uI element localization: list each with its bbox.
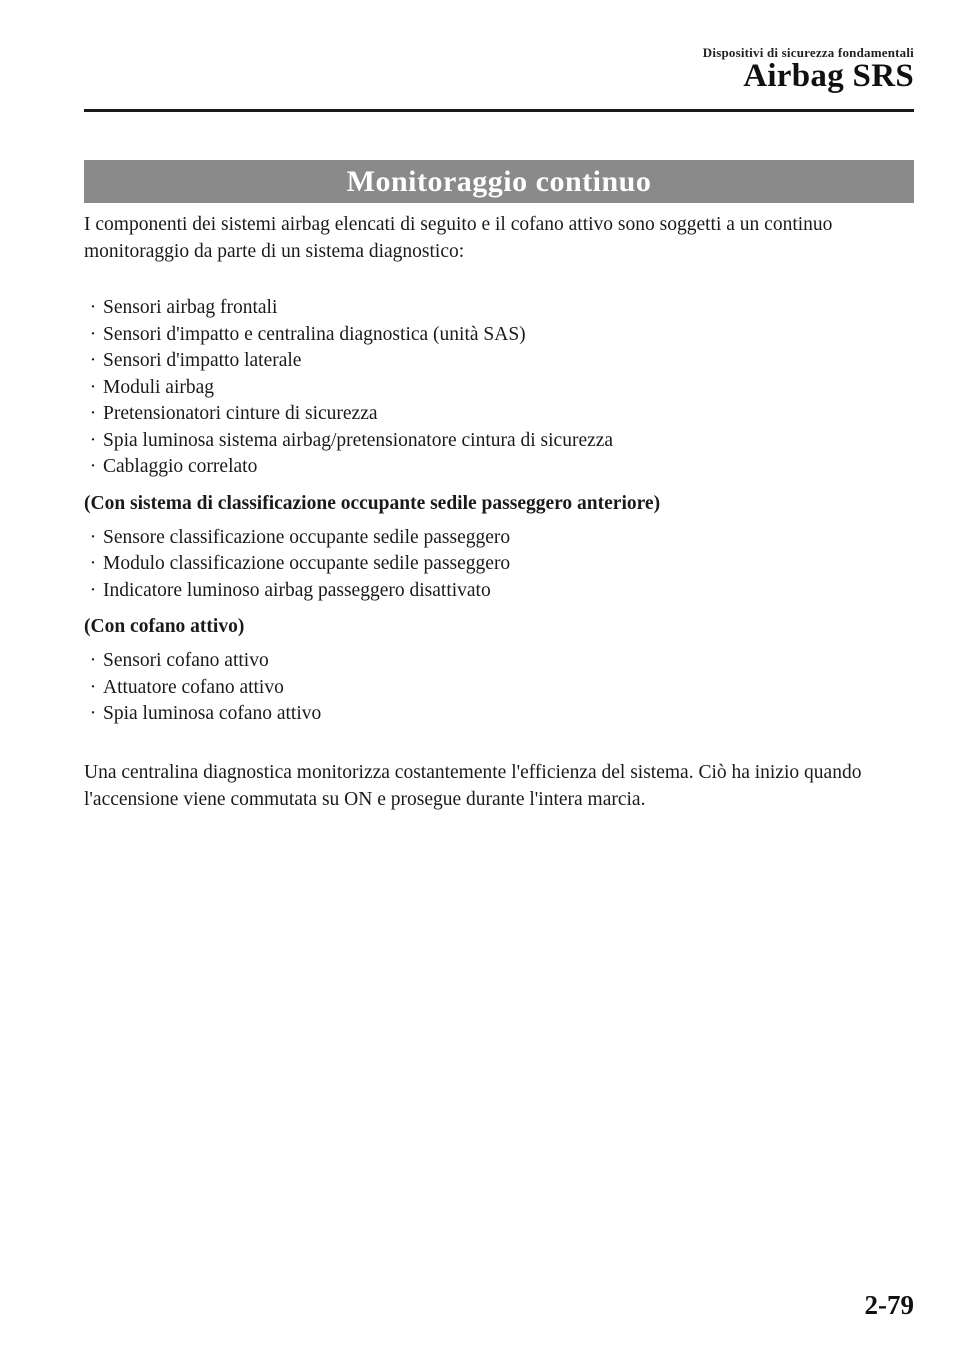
list-item-label: Spia luminosa sistema airbag/pretensionatore cintura di sicurezza: [103, 429, 614, 451]
bullet-icon: ·: [89, 350, 97, 371]
running-header-section: Dispositivi di sicurezza fondamentali: [702, 45, 914, 60]
bullet-icon: ·: [89, 403, 97, 424]
occupant-component-list: [84, 525, 914, 605]
list-item-label: Indicatore luminoso airbag passeggero disattivato: [103, 579, 491, 601]
list-item-label: Sensore classificazione occupante sedile passeggero: [103, 526, 511, 548]
bullet-icon: ·: [89, 579, 97, 601]
running-header-chapter: Airbag SRS: [743, 58, 914, 94]
bullet-icon: ·: [89, 323, 97, 345]
list-item-label: Moduli airbag: [103, 376, 215, 398]
page-number: 2-79: [864, 1290, 914, 1320]
list-item: [84, 348, 914, 375]
list-item: [84, 454, 914, 481]
bullet-icon: ·: [89, 650, 97, 671]
page-content: [84, 211, 914, 813]
list-item-label: Modulo classificazione occupante sedile passeggero: [103, 553, 511, 574]
list-item-label: Sensori cofano attivo: [103, 650, 269, 671]
bullet-icon: ·: [89, 429, 97, 451]
list-item: [84, 401, 914, 428]
bullet-icon: ·: [89, 676, 97, 698]
list-item: [84, 578, 914, 605]
list-item-label: Sensori d'impatto laterale: [103, 350, 302, 371]
bonnet-component-list: [84, 648, 914, 728]
bullet-icon: ·: [89, 526, 97, 548]
bullet-icon: ·: [89, 553, 97, 574]
list-item: [84, 375, 914, 402]
list-item-label: Cablaggio correlato: [103, 456, 258, 477]
bullet-icon: ·: [89, 703, 97, 724]
list-item-label: Pretensionatori cinture di sicurezza: [103, 403, 378, 424]
subhead-active-bonnet: (Con cofano attivo): [84, 616, 245, 637]
section-title-bar: [84, 160, 914, 203]
bullet-icon: ·: [89, 376, 97, 398]
header-divider: [84, 109, 914, 112]
list-item: [84, 648, 914, 675]
bullet-icon: ·: [89, 297, 97, 318]
list-item-label: Sensori d'impatto e centralina diagnostica (unità SAS): [103, 323, 526, 345]
bullet-icon: ·: [89, 456, 97, 477]
closing-paragraph: Una centralina diagnostica monitorizza costantemente l'efficienza del sistema. Ciò ha inizio quando l'accensione viene commutata su ON e prosegue durante l'intera marcia.: [84, 761, 862, 810]
list-item: [84, 295, 914, 322]
list-item-label: Spia luminosa cofano attivo: [103, 703, 322, 724]
main-component-list: [84, 295, 914, 481]
list-item: [84, 701, 914, 728]
section-title: Monitoraggio continuo: [346, 164, 652, 198]
list-item: [84, 675, 914, 702]
list-item: [84, 525, 914, 552]
intro-paragraph: I componenti dei sistemi airbag elencati di seguito e il cofano attivo sono soggetti a un continuo monitoraggio da parte di un sistema diagnostico:: [84, 214, 833, 262]
list-item: [84, 322, 914, 349]
list-item-label: Attuatore cofano attivo: [103, 676, 284, 698]
list-item: [84, 428, 914, 455]
subhead-occupant-classification: (Con sistema di classificazione occupante sedile passeggero anteriore): [84, 492, 661, 514]
list-item-label: Sensori airbag frontali: [103, 297, 278, 318]
list-item: [84, 551, 914, 578]
